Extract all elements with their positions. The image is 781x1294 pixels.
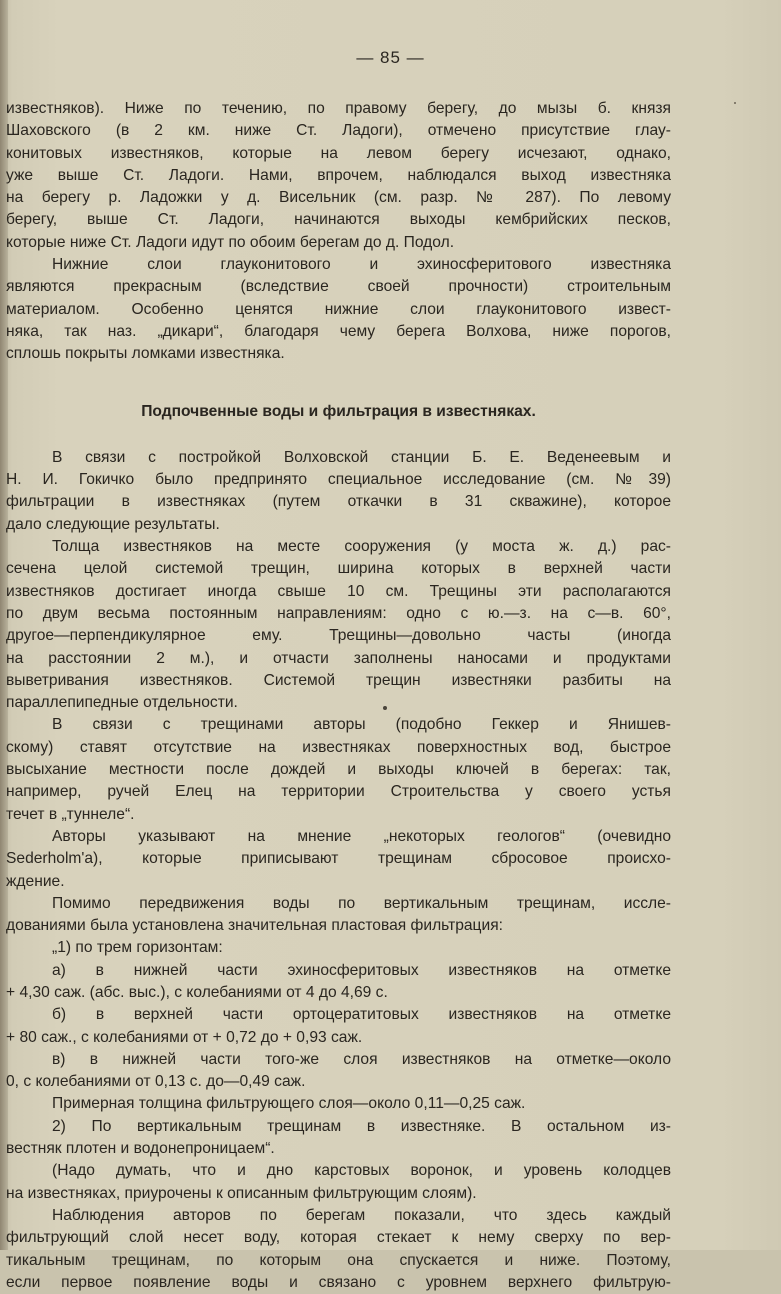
text-line: В связи с трещинами авторы (подобно Геккер и Янишев- [52,716,671,734]
text-line: сечена целой системой трещин, ширина которых в верхней части [6,560,671,578]
text-line: скому) ставят отсутствие на известняках поверхностных вод, быстрое [6,738,671,756]
paragraph [6,254,671,365]
paragraph [6,960,671,1005]
section-heading: Подпочвенные воды и фильтрация в известняках. [141,402,536,420]
text-line: 2) По вертикальным трещинам в известняке. В остальном из- [52,1117,671,1135]
text-line: а) в нижней части эхиносферитовых известняков на отметке [52,961,671,979]
text-line: (Надо думать, что и дно карстовых воронок, и уровень колодцев [52,1162,671,1180]
text-line: известняков). Ниже по течению, по правому берегу, до мызы б. князя [6,100,671,117]
text-line: течет в „туннеле“. [6,805,135,823]
text-line: Толща известняков на месте сооружения (у моста ж. д.) рас- [52,538,671,556]
text-line: на известняках, приурочены к описанным фильтрующим слоям). [6,1184,477,1202]
paragraph [6,1205,671,1294]
text-line: высыхание местности после дождей и выходы ключей в берегах: так, [6,761,671,779]
page-number: — 85 — [356,48,425,67]
print-dot [383,706,387,710]
paragraph [6,1093,671,1115]
paper-speck [734,102,736,104]
text-line: фильтрации в известняках (путем откачки в 31 скважине), которое [6,493,671,511]
paragraph [6,714,671,825]
text-line: которые ниже Ст. Ладоги идут по обоим берегам до д. Подол. [6,233,455,251]
text-line: Н. И. Гокичко было предпринято специальное исследование (см. №39) [6,471,671,489]
text-line: Наблюдения авторов по берегам показали, что здесь каждый [52,1206,671,1224]
text-line: В связи с постройкой Волховской станции Б. Е. Веденеевым и [52,448,671,466]
text-line: сплошь покрыты ломками известняка. [6,345,285,363]
text-line: на расстоянии 2 м.), и отчасти заполнены наносами и продуктами [6,649,671,667]
text-line: дованиями была установлена значительная пластовая фильтрация: [6,917,503,935]
text-line: тикальным трещинам, по которым она спускается и ниже. Поэтому, [6,1251,671,1269]
text-line: другое—перпендикулярное ему. Трещины—довольно часты (иногда [6,627,671,645]
text-line: дало следующие результаты. [6,515,220,533]
text-line: Нижние слои глауконитового и эхиносферитового известняка [52,256,671,274]
text-line: на берегу р. Ладожки у д. Висельник (см. разр. № 287). По левому [6,189,671,207]
text-line: Шаховского (в 2 км. ниже Ст. Ладоги), отмечено присутствие глау- [6,122,671,140]
text-line: б) в верхней части ортоцератитовых известняков на отметке [52,1006,671,1024]
text-line: ждение. [6,872,65,890]
text-line: материалом. Особенно ценятся нижние слои глауконитового извест- [6,300,671,318]
text-line: „1) по трем горизонтам: [52,939,223,957]
text-line: известняков достигает иногда свыше 10 см. Трещины эти располагаются [6,582,671,600]
text-line: например, ручей Елец на территории Строительства у своего устья [6,783,671,801]
paragraph [6,536,671,714]
text-line: по двум весьма постоянным направлениям: одно с ю.—з. на с—в. 60°, [6,604,671,622]
paragraph [6,1004,671,1049]
text-line: вестняк плотен и водонепроницаем“. [6,1140,275,1158]
text-line: няка, так наз. „дикари“, благодаря чему берега Волхова, ниже порогов, [6,322,671,340]
paragraph [6,447,671,536]
text-line: фильтрующий слой несет воду, которая стекает к нему сверху по вер- [6,1229,671,1247]
text-line: 0, с колебаниями от 0,13 с. до—0,49 саж. [6,1073,306,1091]
text-line: в) в нижней части того-же слоя известняков на отметке—около [52,1050,671,1068]
paragraph [6,826,671,893]
text-line: + 80 саж., с колебаниями от + 0,72 до + 0,93 саж. [6,1028,363,1046]
text-line: Sederholm'a), которые приписывают трещинам сбросовое происхо- [6,850,671,868]
text-line: параллепипедные отдельности. [6,694,238,712]
text-line: конитовых известняков, которые на левом берегу исчезают, однако, [6,144,671,162]
text-line: берегу, выше Ст. Ладоги, начинаются выходы кембрийских песков, [6,211,671,229]
text-line: являются прекрасным (вследствие своей прочности) строительным [6,278,671,296]
text-line: если первое появление воды и связано с уровнем верхнего фильтрую- [6,1273,671,1291]
body-text [6,98,671,1294]
paragraph [6,893,671,938]
paragraph [6,1160,671,1205]
paragraph [6,1116,671,1161]
text-line: Авторы указывают на мнение „некоторых геологов“ (очевидно [52,827,671,845]
paragraph [6,937,671,959]
text-line: Помимо передвижения воды по вертикальным трещинам, иссле- [52,894,671,912]
paragraph [6,98,671,254]
paragraph [6,1049,671,1094]
text-line: + 4,30 саж. (абс. выс.), с колебаниями от 4 до 4,69 с. [6,983,388,1001]
text-line: выветривания известняков. Системой трещин известняки разбиты на [6,671,671,689]
text-line: уже выше Ст. Ладоги. Нами, впрочем, наблюдался выход известняка [6,166,671,184]
text-line: Примерная толщина фильтрующего слоя—около 0,11—0,25 саж. [52,1095,526,1113]
